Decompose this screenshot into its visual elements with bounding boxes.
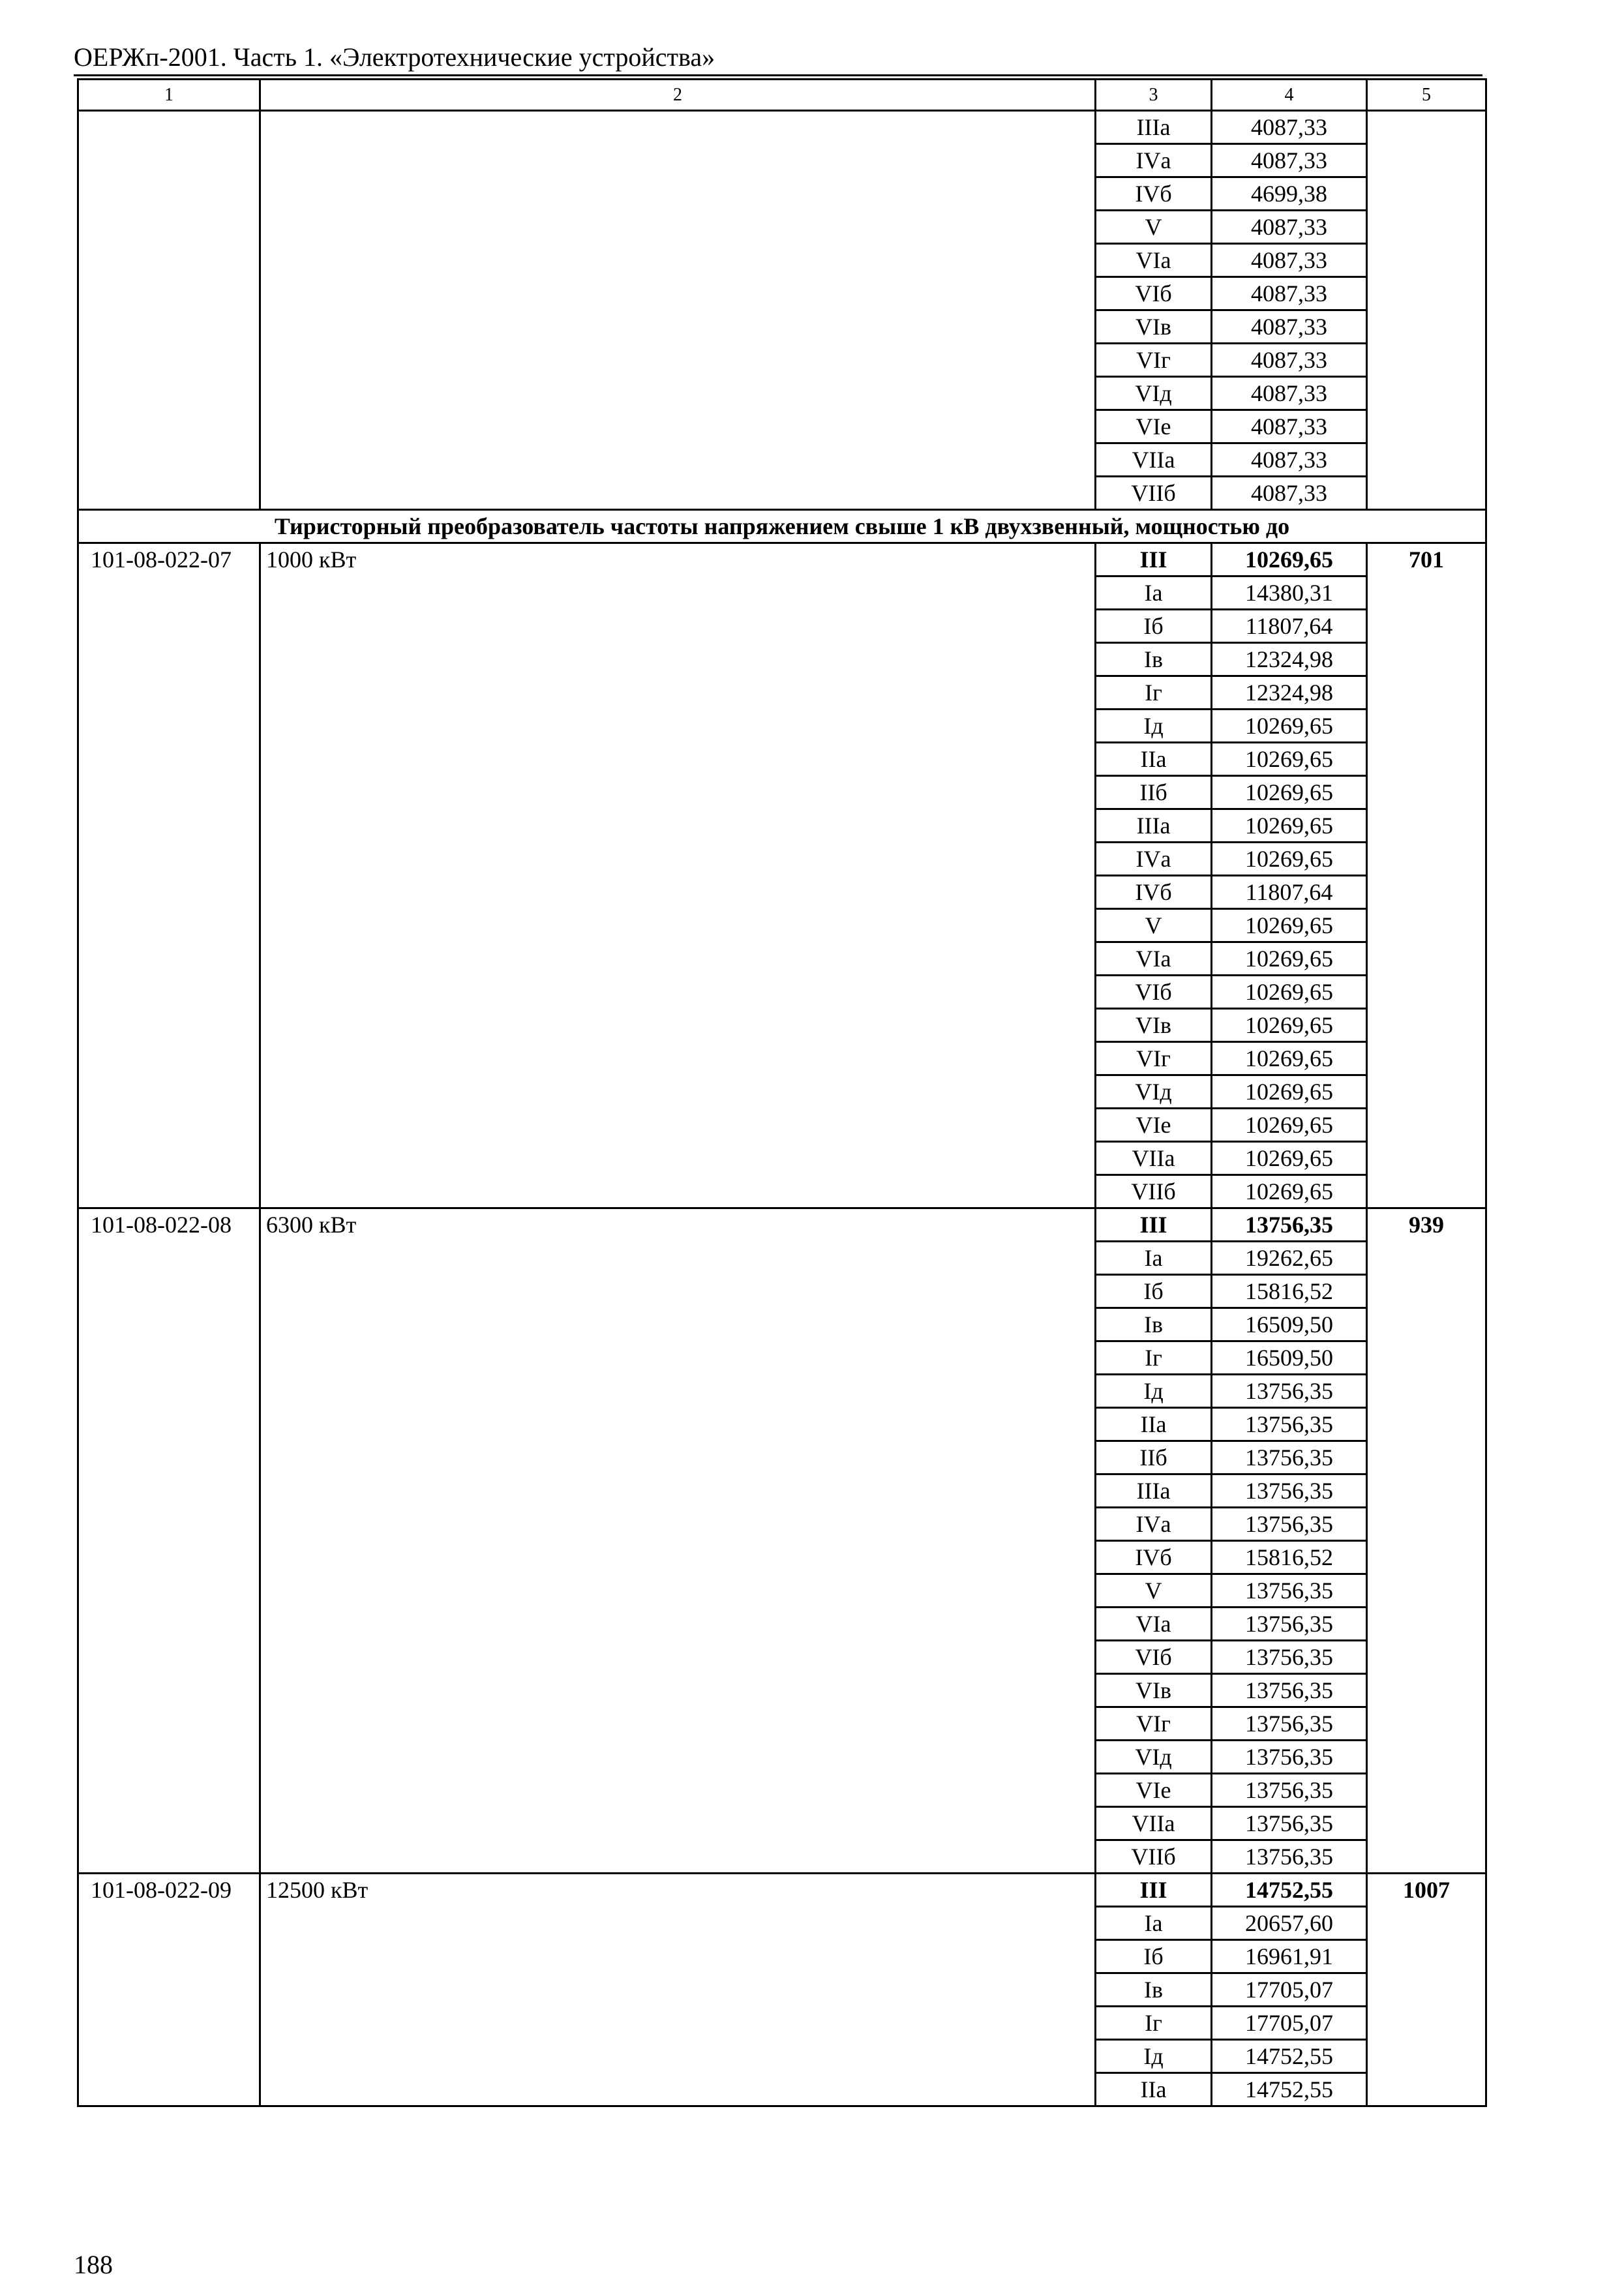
zone-cell: V xyxy=(1096,211,1212,244)
value-cell: 10269,65 xyxy=(1212,1009,1367,1042)
value-cell: 10269,65 xyxy=(1212,942,1367,976)
value-cell: 4087,33 xyxy=(1212,144,1367,177)
zone-cell: VIIа xyxy=(1096,1807,1212,1840)
value-cell: 13756,35 xyxy=(1212,1408,1367,1441)
zone-cell: VIд xyxy=(1096,1075,1212,1109)
value-cell: 16509,50 xyxy=(1212,1341,1367,1375)
zone-cell: VIг xyxy=(1096,1707,1212,1741)
code-cell: 101-08-022-08 xyxy=(78,1208,260,1874)
value-cell: 10269,65 xyxy=(1212,809,1367,843)
zone-cell: VIIа xyxy=(1096,443,1212,477)
col5-cell xyxy=(1367,111,1486,510)
value-cell: 13756,35 xyxy=(1212,1574,1367,1608)
value-cell: 11807,64 xyxy=(1212,610,1367,643)
zone-cell: IIб xyxy=(1096,1441,1212,1474)
value-cell: 13756,35 xyxy=(1212,1375,1367,1408)
value-cell: 13756,35 xyxy=(1212,1641,1367,1674)
zone-cell: VIIб xyxy=(1096,477,1212,510)
code-cell xyxy=(78,111,260,510)
zone-cell: IIIа xyxy=(1096,1474,1212,1508)
header-rule xyxy=(74,74,1482,76)
column-number: 1 xyxy=(78,80,260,111)
value-cell: 4699,38 xyxy=(1212,177,1367,211)
value-cell: 11807,64 xyxy=(1212,876,1367,909)
value-cell: 10269,65 xyxy=(1212,1109,1367,1142)
value-cell: 10269,65 xyxy=(1212,743,1367,776)
value-cell: 13756,35 xyxy=(1212,1840,1367,1874)
value-cell: 13756,35 xyxy=(1212,1674,1367,1707)
value-cell: 16509,50 xyxy=(1212,1308,1367,1341)
zone-cell: VIIа xyxy=(1096,1142,1212,1175)
zone-cell: VIв xyxy=(1096,1009,1212,1042)
value-cell: 13756,35 xyxy=(1212,1474,1367,1508)
value-cell: 14752,55 xyxy=(1212,2040,1367,2073)
zone-cell: Iа xyxy=(1096,1907,1212,1940)
zone-cell: VIг xyxy=(1096,344,1212,377)
table-row xyxy=(78,111,1486,144)
col5-cell: 701 xyxy=(1367,543,1486,1208)
zone-cell: VIе xyxy=(1096,410,1212,443)
zone-cell: III xyxy=(1096,1874,1212,1907)
zone-cell: III xyxy=(1096,543,1212,576)
page-number: 188 xyxy=(74,2250,113,2279)
zone-cell: IVб xyxy=(1096,177,1212,211)
column-number-row xyxy=(78,80,1486,111)
table-row xyxy=(78,1874,1486,1907)
zone-cell: IIа xyxy=(1096,1408,1212,1441)
description-cell: 1000 кВт xyxy=(260,543,1096,1208)
value-cell: 4087,33 xyxy=(1212,344,1367,377)
zone-cell: Iв xyxy=(1096,1308,1212,1341)
column-number: 5 xyxy=(1367,80,1486,111)
value-cell: 19262,65 xyxy=(1212,1242,1367,1275)
zone-cell: VIе xyxy=(1096,1109,1212,1142)
page-header-title: ОЕРЖп-2001. Часть 1. «Электротехнические устройства» xyxy=(74,42,715,72)
code-cell: 101-08-022-07 xyxy=(78,543,260,1208)
zone-cell: IIа xyxy=(1096,743,1212,776)
value-cell: 4087,33 xyxy=(1212,443,1367,477)
zone-cell: Iг xyxy=(1096,2007,1212,2040)
table-row xyxy=(78,1208,1486,1242)
value-cell: 4087,33 xyxy=(1212,410,1367,443)
zone-cell: VIг xyxy=(1096,1042,1212,1075)
code-cell: 101-08-022-09 xyxy=(78,1874,260,2106)
value-cell: 10269,65 xyxy=(1212,776,1367,809)
zone-cell: VIа xyxy=(1096,1608,1212,1641)
zone-cell: Iв xyxy=(1096,643,1212,676)
value-cell: 14752,55 xyxy=(1212,1874,1367,1907)
zone-cell: IIIа xyxy=(1096,809,1212,843)
zone-cell: III xyxy=(1096,1208,1212,1242)
zone-cell: Iд xyxy=(1096,2040,1212,2073)
zone-cell: Iа xyxy=(1096,1242,1212,1275)
value-cell: 15816,52 xyxy=(1212,1541,1367,1574)
value-cell: 12324,98 xyxy=(1212,643,1367,676)
value-cell: 10269,65 xyxy=(1212,1075,1367,1109)
value-cell: 16961,91 xyxy=(1212,1940,1367,1973)
value-cell: 14752,55 xyxy=(1212,2073,1367,2106)
value-cell: 13756,35 xyxy=(1212,1508,1367,1541)
zone-cell: Iб xyxy=(1096,1275,1212,1308)
zone-cell: VIе xyxy=(1096,1774,1212,1807)
zone-cell: VIб xyxy=(1096,277,1212,310)
value-cell: 4087,33 xyxy=(1212,211,1367,244)
value-cell: 17705,07 xyxy=(1212,1973,1367,2007)
col5-cell: 939 xyxy=(1367,1208,1486,1874)
column-number: 2 xyxy=(260,80,1096,111)
zone-cell: V xyxy=(1096,909,1212,942)
zone-cell: VIIб xyxy=(1096,1175,1212,1208)
description-cell: 6300 кВт xyxy=(260,1208,1096,1874)
zone-cell: VIб xyxy=(1096,976,1212,1009)
zone-cell: IVб xyxy=(1096,876,1212,909)
value-cell: 10269,65 xyxy=(1212,909,1367,942)
price-table xyxy=(77,78,1487,2107)
col5-cell: 1007 xyxy=(1367,1874,1486,2106)
value-cell: 4087,33 xyxy=(1212,277,1367,310)
zone-cell: VIа xyxy=(1096,942,1212,976)
section-title-row xyxy=(78,510,1486,543)
zone-cell: Iг xyxy=(1096,676,1212,710)
zone-cell: VIа xyxy=(1096,244,1212,277)
zone-cell: VIв xyxy=(1096,310,1212,344)
section-title: Тиристорный преобразователь частоты напряжением свыше 1 кВ двухзвенный, мощностью до xyxy=(78,510,1486,543)
zone-cell: VIIб xyxy=(1096,1840,1212,1874)
value-cell: 10269,65 xyxy=(1212,710,1367,743)
zone-cell: IVб xyxy=(1096,1541,1212,1574)
zone-cell: Iв xyxy=(1096,1973,1212,2007)
value-cell: 4087,33 xyxy=(1212,377,1367,410)
value-cell: 4087,33 xyxy=(1212,244,1367,277)
zone-cell: IVа xyxy=(1096,144,1212,177)
value-cell: 13756,35 xyxy=(1212,1807,1367,1840)
value-cell: 20657,60 xyxy=(1212,1907,1367,1940)
zone-cell: IIб xyxy=(1096,776,1212,809)
value-cell: 14380,31 xyxy=(1212,576,1367,610)
value-cell: 13756,35 xyxy=(1212,1774,1367,1807)
value-cell: 10269,65 xyxy=(1212,1142,1367,1175)
zone-cell: VIб xyxy=(1096,1641,1212,1674)
value-cell: 17705,07 xyxy=(1212,2007,1367,2040)
zone-cell: Iг xyxy=(1096,1341,1212,1375)
value-cell: 13756,35 xyxy=(1212,1707,1367,1741)
value-cell: 10269,65 xyxy=(1212,976,1367,1009)
table-row xyxy=(78,543,1486,576)
zone-cell: V xyxy=(1096,1574,1212,1608)
value-cell: 4087,33 xyxy=(1212,477,1367,510)
value-cell: 15816,52 xyxy=(1212,1275,1367,1308)
value-cell: 13756,35 xyxy=(1212,1208,1367,1242)
zone-cell: IIIа xyxy=(1096,111,1212,144)
zone-cell: VIд xyxy=(1096,377,1212,410)
value-cell: 4087,33 xyxy=(1212,310,1367,344)
value-cell: 13756,35 xyxy=(1212,1741,1367,1774)
description-cell: 12500 кВт xyxy=(260,1874,1096,2106)
zone-cell: VIв xyxy=(1096,1674,1212,1707)
column-number: 4 xyxy=(1212,80,1367,111)
zone-cell: IIа xyxy=(1096,2073,1212,2106)
column-number: 3 xyxy=(1096,80,1212,111)
value-cell: 13756,35 xyxy=(1212,1608,1367,1641)
value-cell: 10269,65 xyxy=(1212,1175,1367,1208)
zone-cell: VIд xyxy=(1096,1741,1212,1774)
zone-cell: IVа xyxy=(1096,843,1212,876)
zone-cell: Iд xyxy=(1096,1375,1212,1408)
zone-cell: Iб xyxy=(1096,610,1212,643)
value-cell: 10269,65 xyxy=(1212,843,1367,876)
value-cell: 12324,98 xyxy=(1212,676,1367,710)
value-cell: 10269,65 xyxy=(1212,1042,1367,1075)
value-cell: 13756,35 xyxy=(1212,1441,1367,1474)
description-cell xyxy=(260,111,1096,510)
zone-cell: Iб xyxy=(1096,1940,1212,1973)
value-cell: 4087,33 xyxy=(1212,111,1367,144)
zone-cell: Iд xyxy=(1096,710,1212,743)
zone-cell: Iа xyxy=(1096,576,1212,610)
value-cell: 10269,65 xyxy=(1212,543,1367,576)
price-table-body xyxy=(78,80,1486,2106)
zone-cell: IVа xyxy=(1096,1508,1212,1541)
